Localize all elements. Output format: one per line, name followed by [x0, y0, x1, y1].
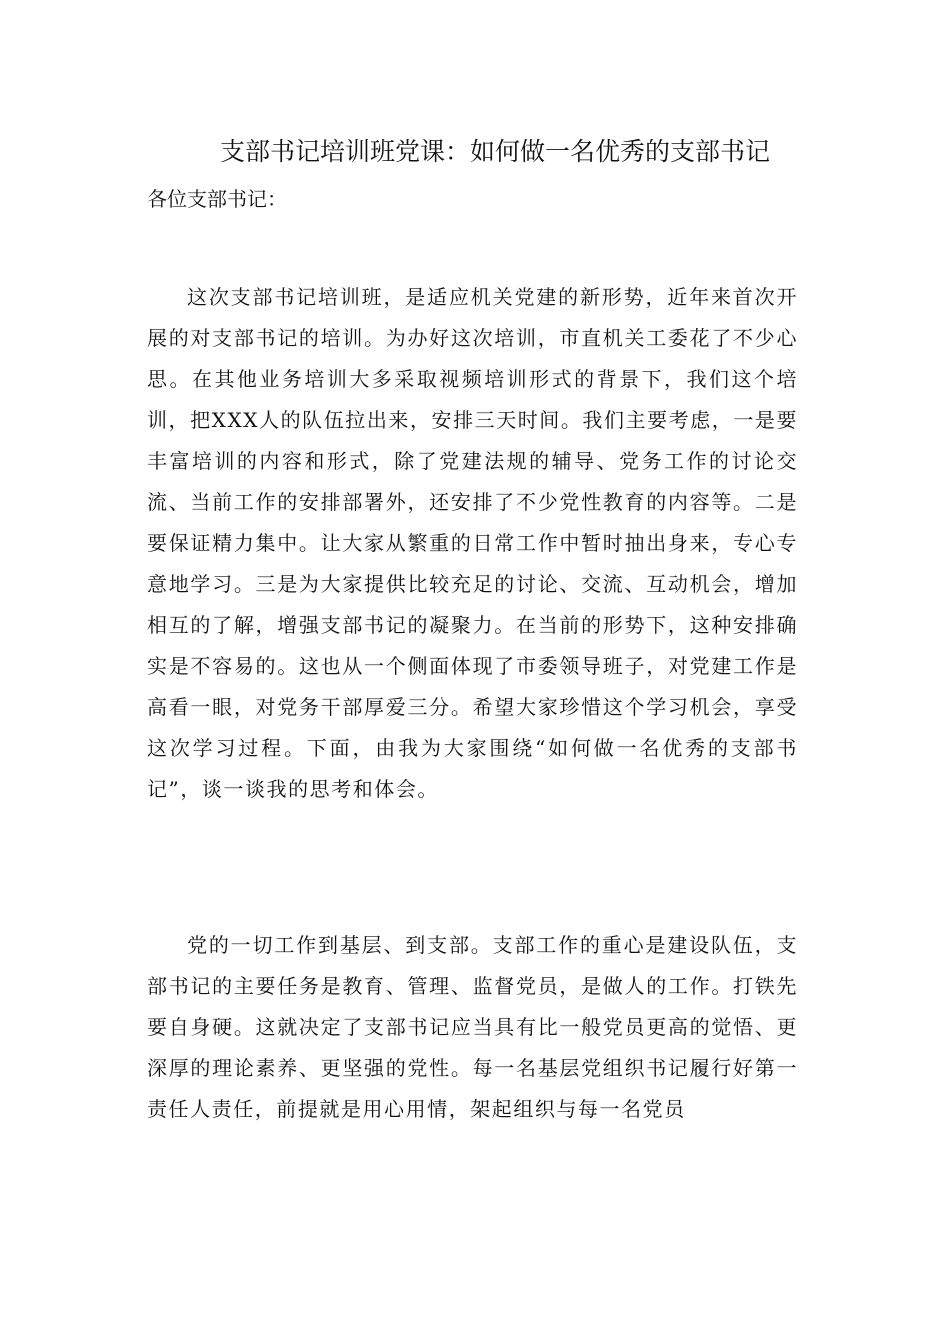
body-paragraph-1: 这次支部书记培训班，是适应机关党建的新形势，近年来首次开展的对支部书记的培训。为办好这次培训，市直机关工委花了不少心思。在其他业务培训大多采取视频培训形式的背景下，我们这个培训，把XXX人的队伍拉出来，安排三天时间。我们主要考虑，一是要丰富培训的内容和形式，除了党建法规的辅导、党务工作的讨论交流、当前工作的安排部署外，还安排了不少党性教育的内容等。二是要保证精力集中。让大家从繁重的日常工作中暂时抽出身来，专心专意地学习。三是为大家提供比较充足的讨论、交流、互动机会，增加相互的了解，增强支部书记的凝聚力。在当前的形势下，这种安排确实是不容易的。这也从一个侧面体现了市委领导班子，对党建工作是高看一眼，对党务干部厚爱三分。希望大家珍惜这个学习机会，享受这次学习过程。下面，由我为大家围绕“如何做一名优秀的支部书记”，谈一谈我的思考和体会。 — [147, 285, 798, 801]
salutation: 各位支部书记： — [147, 187, 287, 211]
body-paragraph-2: 党的一切工作到基层、到支部。支部工作的重心是建设队伍，支部书记的主要任务是教育、管理、监督党员，是做人的工作。打铁先要自身硬。这就决定了支部书记应当具有比一般党员更高的觉悟、更深厚的理论素养、更坚强的党性。每一名基层党组织书记履行好第一责任人责任，前提就是用心用情，架起组织与每一名党员 — [147, 933, 798, 1121]
document-title: 支部书记培训班党课：如何做一名优秀的支部书记 — [220, 137, 771, 166]
